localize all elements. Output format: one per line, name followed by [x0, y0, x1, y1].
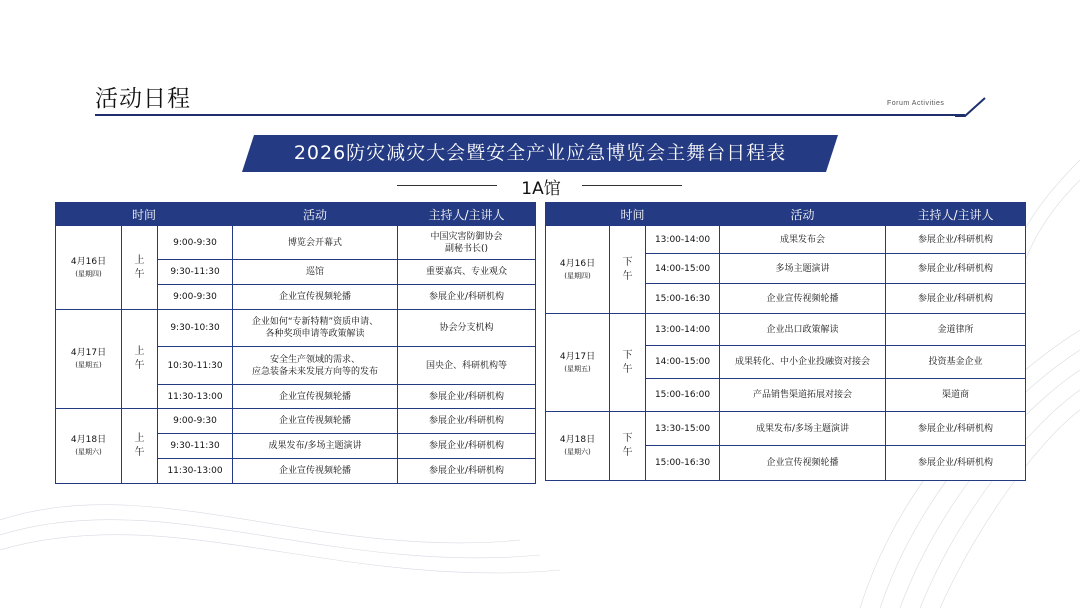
page-heading: 活动日程 [95, 86, 191, 112]
activity-text: 产品销售渠道拓展对接会 [753, 390, 853, 400]
header-time: 时间 [56, 203, 233, 226]
day-weekday: (星期六) [564, 448, 591, 456]
day-weekday: (星期四) [75, 269, 102, 278]
day-weekday: (星期五) [75, 361, 102, 369]
page-tagline: Forum Activities [887, 100, 945, 107]
day-date: 4月18日 [70, 435, 107, 445]
schedule-table-pm [545, 202, 1026, 481]
activity-text: 企业宣传视频轮播 [279, 292, 352, 302]
speaker-text: 参展企业/科研机构 [918, 293, 994, 304]
speaker-text: 协会分支机构 [439, 323, 494, 333]
day-date: 4月16日 [70, 256, 107, 267]
header-speaker: 主持人/主讲人 [398, 203, 536, 226]
speaker-text: 参展企业/科研机构 [429, 416, 505, 426]
activity-cell [233, 285, 398, 310]
day-date: 4月17日 [70, 348, 107, 358]
activity-cell [720, 412, 886, 446]
day-date: 4月16日 [559, 258, 596, 269]
heading-divider [95, 114, 965, 116]
header-activity: 活动 [720, 203, 886, 226]
time-cell: 15:00-16:30 [646, 284, 720, 314]
period-cell [610, 226, 646, 314]
schedule-row [56, 310, 536, 347]
activity-text: 多场主题演讲 [775, 263, 830, 274]
speaker-cell [398, 260, 536, 285]
time-cell: 15:00-16:00 [646, 379, 720, 412]
speaker-cell [886, 379, 1026, 412]
speaker-cell [398, 347, 536, 385]
day-weekday: (星期六) [75, 448, 102, 456]
speaker-cell [886, 446, 1026, 481]
day-date: 4月17日 [559, 351, 596, 362]
activity-cell [720, 346, 886, 379]
activity-text: 成果发布/多场主题演讲 [268, 441, 362, 451]
schedule-title: 2026防灾减灾大会暨安全产业应急博览会主舞台日程表 [293, 142, 787, 164]
speaker-cell [886, 314, 1026, 346]
activity-text: 各种奖项申请等政策解读 [265, 329, 365, 339]
period-label: 下午 [622, 256, 633, 282]
day-date-cell [546, 314, 610, 412]
activity-cell [233, 409, 398, 434]
speaker-text: 参展企业/科研机构 [429, 441, 505, 451]
activity-cell [720, 284, 886, 314]
activity-text: 应急装备未来发展方向等的发布 [252, 366, 379, 377]
activity-cell [233, 385, 398, 409]
day-date-cell [56, 226, 122, 310]
schedule-row [546, 412, 1026, 446]
schedule-row [56, 226, 536, 260]
activity-cell [720, 254, 886, 284]
activity-text: 企业宣传视频轮播 [766, 293, 839, 304]
activity-text: 企业如何“专新特精”资质申请、 [251, 317, 379, 327]
activity-text: 企业宣传视频轮播 [279, 466, 352, 476]
time-cell: 9:30-11:30 [158, 434, 233, 459]
speaker-cell [398, 409, 536, 434]
time-cell: 13:00-14:00 [646, 314, 720, 346]
speaker-text: 参展企业/科研机构 [429, 466, 505, 476]
speaker-text: 参展企业/科研机构 [918, 423, 994, 434]
activity-cell [233, 260, 398, 285]
day-date: 4月18日 [559, 435, 596, 445]
activity-text: 企业宣传视频轮播 [766, 458, 839, 468]
activity-cell [720, 446, 886, 481]
period-cell [122, 226, 158, 310]
period-cell [122, 409, 158, 484]
schedule-row [546, 226, 1026, 254]
time-cell: 9:00-9:30 [158, 409, 233, 434]
activity-text: 成果发布会 [780, 234, 826, 245]
speaker-text: 参展企业/科研机构 [918, 234, 994, 245]
day-date-cell [546, 226, 610, 314]
activity-text: 企业出口政策解读 [766, 324, 839, 335]
speaker-text: 重要嘉宾、专业观众 [426, 267, 508, 277]
period-cell [610, 314, 646, 412]
speaker-text: 参展企业/科研机构 [918, 458, 994, 468]
time-cell: 9:00-9:30 [158, 226, 233, 260]
activity-text: 成果转化、中小企业投融资对接会 [735, 357, 871, 367]
header-time: 时间 [546, 203, 720, 226]
day-date-cell [546, 412, 610, 481]
time-cell: 9:30-11:30 [158, 260, 233, 285]
period-cell [610, 412, 646, 481]
activity-text: 博览会开幕式 [288, 237, 343, 248]
activity-cell [233, 434, 398, 459]
speaker-cell [398, 226, 536, 260]
speaker-cell [398, 285, 536, 310]
hall-divider-right [582, 185, 682, 186]
speaker-cell [886, 254, 1026, 284]
speaker-text: 渠道商 [942, 390, 970, 400]
time-cell: 15:00-16:30 [646, 446, 720, 481]
day-date-cell [56, 409, 122, 484]
speaker-cell [398, 459, 536, 484]
speaker-text: 参展企业/科研机构 [429, 391, 505, 402]
activity-cell [233, 459, 398, 484]
activity-text: 巡馆 [306, 267, 325, 277]
speaker-cell [886, 284, 1026, 314]
heading-divider-slash [955, 97, 987, 117]
time-cell: 11:30-13:00 [158, 459, 233, 484]
activity-cell [233, 347, 398, 385]
speaker-text: 金道律所 [937, 324, 974, 335]
schedule-table-am [55, 202, 536, 484]
hall-divider-left [397, 185, 497, 186]
speaker-text: 参展企业/科研机构 [429, 292, 505, 302]
period-label: 上午 [134, 254, 145, 280]
period-label: 下午 [622, 349, 633, 375]
day-weekday: (星期四) [564, 271, 591, 280]
activity-cell [233, 226, 398, 260]
activity-cell [720, 226, 886, 254]
speaker-cell [886, 412, 1026, 446]
speaker-cell [886, 226, 1026, 254]
activity-text: 企业宣传视频轮播 [279, 391, 352, 402]
activity-cell [233, 310, 398, 347]
hall-label: 1A馆 [521, 179, 561, 199]
speaker-cell [398, 385, 536, 409]
time-cell: 9:00-9:30 [158, 285, 233, 310]
speaker-text: 参展企业/科研机构 [918, 263, 994, 274]
activity-cell [720, 314, 886, 346]
time-cell: 9:30-10:30 [158, 310, 233, 347]
period-label: 上午 [134, 433, 145, 458]
period-cell [122, 310, 158, 409]
schedule-row [546, 314, 1026, 346]
period-label: 下午 [622, 433, 633, 458]
activity-text: 成果发布/多场主题演讲 [756, 423, 850, 434]
speaker-cell [398, 434, 536, 459]
schedule-row [56, 409, 536, 434]
time-cell: 13:30-15:00 [646, 412, 720, 446]
speaker-cell [398, 310, 536, 347]
speaker-text: 投资基金企业 [928, 357, 983, 367]
time-cell: 14:00-15:00 [646, 346, 720, 379]
activity-text: 安全生产领域的需求、 [270, 354, 361, 365]
period-label: 上午 [134, 346, 145, 371]
activity-text: 企业宣传视频轮播 [279, 416, 352, 426]
header-activity: 活动 [233, 203, 398, 226]
time-cell: 13:00-14:00 [646, 226, 720, 254]
speaker-text: 国央企、科研机构等 [426, 360, 508, 371]
header-speaker: 主持人/主讲人 [886, 203, 1026, 226]
activity-cell [720, 379, 886, 412]
speaker-text: 中国灾害防御协会 [430, 231, 503, 242]
time-cell: 11:30-13:00 [158, 385, 233, 409]
day-date-cell [56, 310, 122, 409]
speaker-text: 副秘书长() [445, 243, 489, 254]
day-weekday: (星期五) [564, 364, 591, 373]
time-cell: 10:30-11:30 [158, 347, 233, 385]
time-cell: 14:00-15:00 [646, 254, 720, 284]
speaker-cell [886, 346, 1026, 379]
